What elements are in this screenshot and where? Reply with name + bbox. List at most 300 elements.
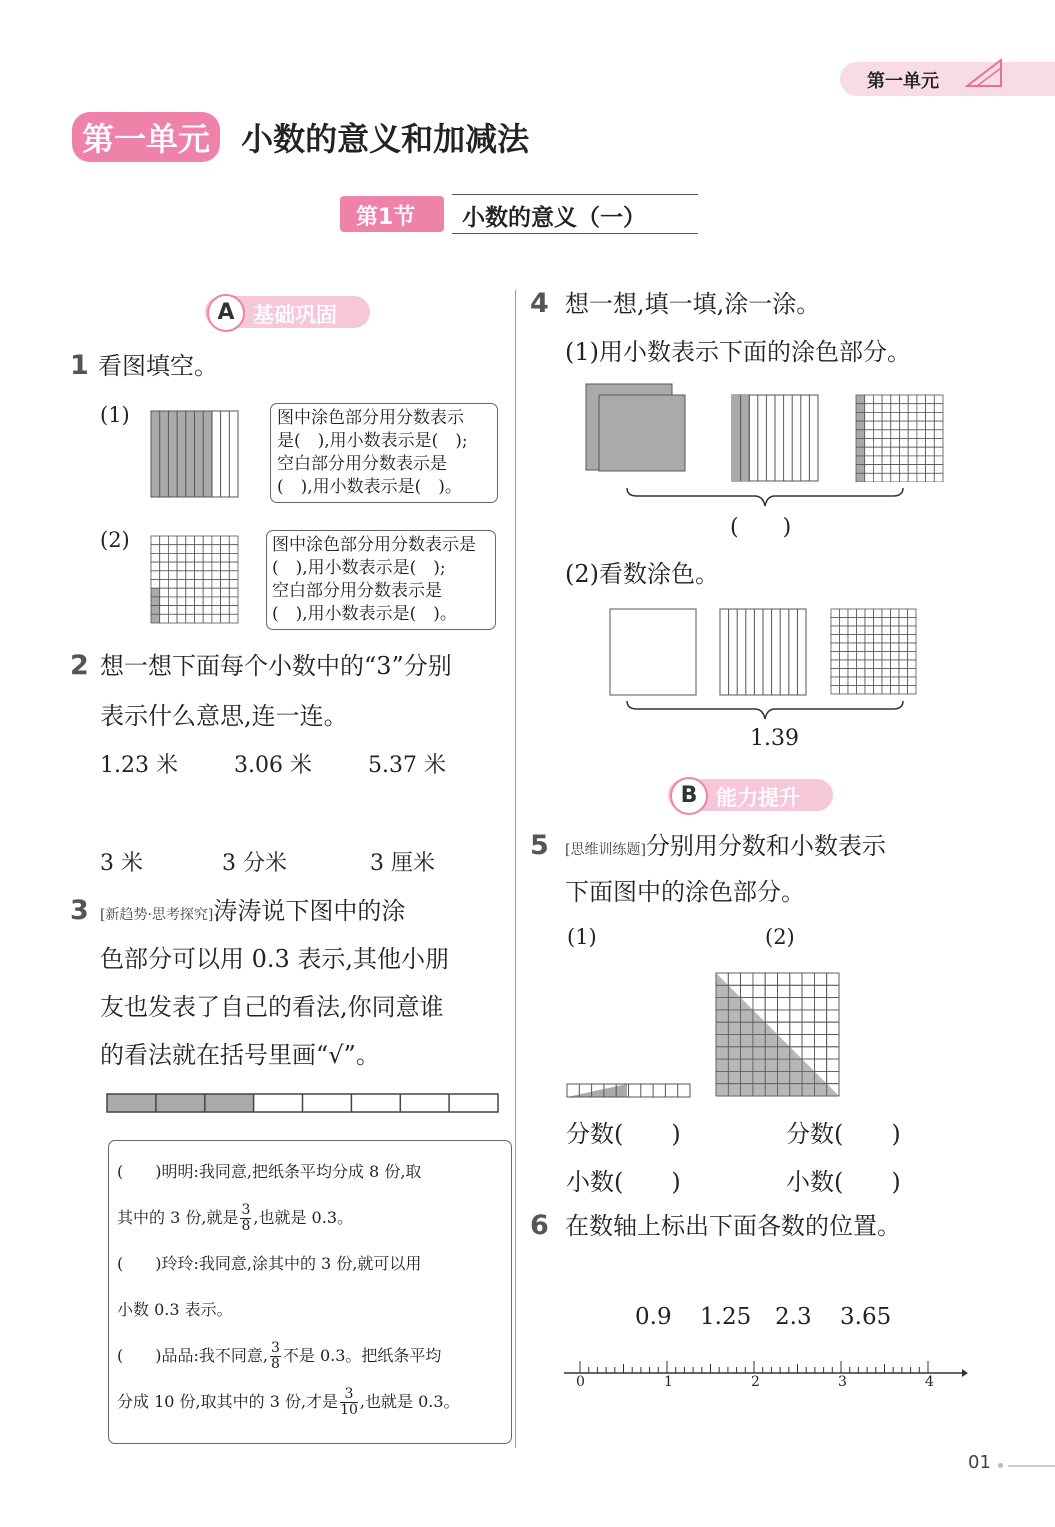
grid-cell <box>874 686 883 695</box>
grid-cell <box>874 609 883 618</box>
grid-cell <box>865 465 874 474</box>
grid-cell <box>168 536 177 545</box>
grid-cell <box>177 580 186 589</box>
grid-cell <box>151 571 160 580</box>
grid-cell <box>891 626 900 635</box>
grid-cell <box>874 626 883 635</box>
grid-cell <box>229 580 238 589</box>
grid-cell <box>160 588 169 597</box>
q5-sub2: (2) <box>765 925 795 949</box>
grid-cell <box>827 1047 839 1059</box>
grid-cell <box>221 562 230 571</box>
grid-cell <box>168 606 177 615</box>
grid-cell <box>790 1022 802 1034</box>
q5-number: 5 <box>530 830 549 861</box>
grid-cell <box>212 588 221 597</box>
grid-cell <box>814 1022 826 1034</box>
q6-value-2: 1.25 <box>700 1304 752 1330</box>
grid-cell <box>926 430 935 439</box>
grid-cell <box>857 609 866 618</box>
grid-cell <box>160 536 169 545</box>
grid-cell <box>908 635 917 644</box>
grid-cell <box>891 609 900 618</box>
grid-cell <box>221 545 230 554</box>
grid-cell <box>814 985 826 997</box>
grid-cell <box>790 998 802 1010</box>
q1-box2-line: ( ),用小数表示是( )。 <box>272 604 457 624</box>
grid-cell <box>891 686 900 695</box>
grid-cell <box>168 597 177 606</box>
q1-box2-line: 图中涂色部分用分数表示是 <box>272 535 476 555</box>
grid-cell <box>882 412 891 421</box>
grid-cell <box>856 395 865 404</box>
grid-cell <box>212 571 221 580</box>
grid-cell <box>865 456 874 465</box>
grid-cell <box>865 447 874 456</box>
fraction-3-10 <box>340 1387 358 1418</box>
grid-cell <box>778 1022 790 1034</box>
grid-cell <box>874 677 883 686</box>
grid-cell <box>814 998 826 1010</box>
q5-dec-1: 小数( ) <box>566 1168 681 1196</box>
grid-cell <box>848 643 857 652</box>
q3-op2a: ( )玲玲:我同意,涂其中的 3 份,就可以用 <box>117 1254 422 1273</box>
grid-cell <box>882 404 891 413</box>
grid-cell <box>186 571 195 580</box>
q5-line1-row <box>565 822 886 874</box>
grid-cell <box>802 1010 814 1022</box>
q2-unit-2: 3 分米 <box>222 851 287 876</box>
q5-frac-2: 分数( ) <box>786 1120 901 1148</box>
grid-cell <box>874 669 883 678</box>
grid-cell <box>865 618 874 627</box>
grid-cell <box>873 430 882 439</box>
unit-title: 小数的意义和加减法 <box>241 120 530 158</box>
grid-cell <box>177 597 186 606</box>
grid-cell <box>203 588 212 597</box>
grid-cell <box>908 669 917 678</box>
grid-cell <box>831 643 840 652</box>
grid-cell <box>802 973 814 985</box>
grid-cell <box>195 606 204 615</box>
grid-cell <box>831 686 840 695</box>
grid-cell <box>160 562 169 571</box>
grid-cell <box>168 562 177 571</box>
grid-cell <box>891 669 900 678</box>
q4-two-squares <box>585 383 690 475</box>
axis-label-2: 2 <box>751 1374 760 1390</box>
grid-cell <box>873 404 882 413</box>
grid-cell <box>926 404 935 413</box>
grid-cell <box>882 456 891 465</box>
grid-cell <box>917 404 926 413</box>
grid-cell <box>203 571 212 580</box>
grid-cell <box>891 618 900 627</box>
grid-cell <box>899 643 908 652</box>
grid-cell <box>882 430 891 439</box>
grid-cell <box>908 473 917 482</box>
grid-cell <box>195 614 204 623</box>
grid-cell <box>177 553 186 562</box>
grid-cell <box>900 404 909 413</box>
grid-cell <box>900 412 909 421</box>
grid-cell <box>874 643 883 652</box>
grid-cell <box>873 465 882 474</box>
grid-cell <box>900 456 909 465</box>
q1-box1-line: 空白部分用分数表示是 <box>277 454 447 474</box>
grid-cell <box>891 677 900 686</box>
grid-cell <box>203 562 212 571</box>
grid-cell <box>186 588 195 597</box>
q1-sub2-label: (2) <box>100 528 130 552</box>
grid-cell <box>908 652 917 661</box>
grid-cell <box>177 614 186 623</box>
grid-cell <box>827 1035 839 1047</box>
q4-sub2: (2)看数涂色。 <box>565 560 719 588</box>
grid-cell <box>882 618 891 627</box>
grid-cell <box>840 626 849 635</box>
q3-op3b-pre: 分成 10 份,取其中的 3 份,才是 <box>117 1392 339 1411</box>
q3-number: 3 <box>70 895 89 926</box>
grid-cell <box>831 677 840 686</box>
grid-cell <box>873 395 882 404</box>
q1-grid-figure <box>150 535 240 625</box>
grid-cell <box>212 614 221 623</box>
q2-decimal-2: 3.06 米 <box>234 753 312 778</box>
grid-cell <box>865 473 874 482</box>
q4-sub1: (1)用小数表示下面的涂色部分。 <box>565 338 911 366</box>
grid-cell <box>848 652 857 661</box>
grid-cell <box>873 473 882 482</box>
grid-cell <box>926 473 935 482</box>
grid-cell <box>891 421 900 430</box>
grid-cell <box>212 553 221 562</box>
grid-cell <box>741 985 753 997</box>
grid-cell <box>160 580 169 589</box>
q6-text: 在数轴上标出下面各数的位置。 <box>565 1212 901 1240</box>
section-title: 小数的意义（一） <box>462 205 646 231</box>
q3-line4: 的看法就在括号里画“√”。 <box>100 1041 380 1069</box>
grid-cell <box>882 421 891 430</box>
grid-cell <box>848 618 857 627</box>
grid-cell <box>840 669 849 678</box>
grid-cell <box>865 439 874 448</box>
grid-cell <box>221 580 230 589</box>
grid-cell <box>177 562 186 571</box>
grid-cell <box>203 597 212 606</box>
grid-cell <box>917 430 926 439</box>
q1-box1-line: ( ),用小数表示是( )。 <box>277 477 462 497</box>
q2-unit-3: 3 厘米 <box>370 851 435 876</box>
grid-cell <box>856 456 865 465</box>
grid-cell <box>831 660 840 669</box>
grid-cell <box>891 395 900 404</box>
grid-cell <box>151 580 160 589</box>
grid-cell <box>177 571 186 580</box>
q6-value-3: 2.3 <box>775 1304 812 1330</box>
grid-cell <box>908 686 917 695</box>
grid-cell <box>802 1022 814 1034</box>
grid-cell <box>203 614 212 623</box>
grid-cell <box>221 536 230 545</box>
grid-cell <box>802 998 814 1010</box>
grid-cell <box>831 635 840 644</box>
q5-strip-figure <box>566 1083 692 1099</box>
grid-cell <box>899 652 908 661</box>
grid-cell <box>917 456 926 465</box>
q1-box2-line: 空白部分用分数表示是 <box>272 581 442 601</box>
q1-sub1-label: (1) <box>100 403 130 427</box>
q6-number-line <box>562 1350 972 1395</box>
grid-cell <box>891 473 900 482</box>
grid-cell <box>778 985 790 997</box>
grid-cell <box>831 626 840 635</box>
q1-box1 <box>270 403 498 503</box>
grid-cell <box>212 545 221 554</box>
grid-cell <box>882 643 891 652</box>
q2-decimal-3: 5.37 米 <box>368 753 446 778</box>
grid-cell <box>891 430 900 439</box>
grid-cell <box>790 973 802 985</box>
grid-cell <box>229 562 238 571</box>
grid-cell <box>195 580 204 589</box>
fraction-denominator: 10 <box>340 1402 358 1418</box>
grid-cell <box>908 439 917 448</box>
grid-cell <box>891 412 900 421</box>
grid-cell <box>934 473 943 482</box>
grid-cell <box>195 571 204 580</box>
grid-cell <box>177 545 186 554</box>
grid-cell <box>899 609 908 618</box>
grid-cell <box>741 973 753 985</box>
q5-frac-1: 分数( ) <box>566 1120 681 1148</box>
grid-cell <box>177 606 186 615</box>
q1-box1-line: 图中涂色部分用分数表示 <box>277 408 464 428</box>
grid-cell <box>229 545 238 554</box>
q3-op1b-pre: 其中的 3 份,就是 <box>117 1208 239 1227</box>
part-a-label: 基础巩固 <box>253 303 337 327</box>
grid-cell <box>229 606 238 615</box>
grid-cell <box>151 536 160 545</box>
grid-cell <box>827 998 839 1010</box>
grid-cell <box>168 571 177 580</box>
grid-cell <box>177 536 186 545</box>
grid-cell <box>891 465 900 474</box>
grid-cell <box>865 404 874 413</box>
grid-cell <box>802 1047 814 1059</box>
grid-cell <box>778 998 790 1010</box>
grid-cell <box>856 404 865 413</box>
grid-cell <box>873 412 882 421</box>
grid-cell <box>882 635 891 644</box>
grid-cell <box>840 686 849 695</box>
grid-cell <box>917 421 926 430</box>
grid-cell <box>195 562 204 571</box>
grid-cell <box>882 652 891 661</box>
column-divider <box>515 290 516 1448</box>
grid-cell <box>203 606 212 615</box>
grid-cell <box>900 439 909 448</box>
grid-cell <box>908 465 917 474</box>
q5-dec-2: 小数( ) <box>786 1168 901 1196</box>
fraction-3-8 <box>240 1203 251 1234</box>
grid-cell <box>848 609 857 618</box>
page-rule <box>1008 1465 1055 1467</box>
grid-cell <box>874 635 883 644</box>
part-a-letter: A <box>207 294 245 332</box>
grid-cell <box>728 973 740 985</box>
grid-cell <box>221 588 230 597</box>
grid-cell <box>865 677 874 686</box>
grid-cell <box>831 652 840 661</box>
grid-cell <box>778 1010 790 1022</box>
grid-cell <box>802 1035 814 1047</box>
grid-cell <box>151 588 160 597</box>
grid-cell <box>874 652 883 661</box>
q2-number: 2 <box>70 650 89 681</box>
grid-cell <box>908 447 917 456</box>
grid-cell <box>857 660 866 669</box>
fraction-denominator: 8 <box>270 1356 280 1372</box>
grid-cell <box>160 606 169 615</box>
grid-cell <box>873 447 882 456</box>
fraction-numerator: 3 <box>241 1202 251 1218</box>
q3-line1: 涛涛说下图中的涂 <box>213 897 406 925</box>
grid-cell <box>827 1022 839 1034</box>
q1-number: 1 <box>70 350 89 381</box>
grid-cell <box>765 973 777 985</box>
grid-cell <box>856 421 865 430</box>
grid-cell <box>865 635 874 644</box>
grid-cell <box>203 545 212 554</box>
grid-cell <box>221 597 230 606</box>
grid-cell <box>160 597 169 606</box>
grid-cell <box>865 626 874 635</box>
grid-cell <box>827 1010 839 1022</box>
q3-line1-row <box>100 887 405 939</box>
grid-cell <box>151 597 160 606</box>
q6-value-1: 0.9 <box>635 1304 672 1330</box>
q2-unit-1: 3 米 <box>100 851 143 876</box>
grid-cell <box>882 609 891 618</box>
q3-tag: [新趋势·思考探究] <box>100 907 214 923</box>
q3-op3a-pre: ( )品品:我不同意, <box>117 1346 268 1365</box>
grid-cell <box>168 545 177 554</box>
grid-cell <box>934 412 943 421</box>
grid-cell <box>882 473 891 482</box>
grid-cell <box>186 553 195 562</box>
grid-cell <box>765 985 777 997</box>
unit-tag: 第一单元 <box>867 71 939 92</box>
grid-cell <box>195 536 204 545</box>
q3-opinions-box <box>108 1140 512 1444</box>
grid-cell <box>857 626 866 635</box>
q4-strip-figure <box>731 394 821 482</box>
fraction-denominator: 8 <box>241 1218 251 1234</box>
grid-cell <box>177 588 186 597</box>
grid-cell <box>848 669 857 678</box>
q1-strip-figure <box>150 410 240 498</box>
fraction-numerator: 3 <box>270 1340 280 1356</box>
grid-cell <box>186 580 195 589</box>
q3-op1b <box>117 1195 503 1241</box>
grid-cell <box>857 677 866 686</box>
q1-text: 看图填空。 <box>98 352 218 380</box>
grid-cell <box>840 609 849 618</box>
grid-cell <box>891 439 900 448</box>
grid-cell <box>840 618 849 627</box>
grid-cell <box>753 985 765 997</box>
grid-cell <box>899 618 908 627</box>
grid-cell <box>865 609 874 618</box>
grid-cell <box>848 686 857 695</box>
grid-cell <box>908 609 917 618</box>
grid-cell <box>848 635 857 644</box>
grid-cell <box>891 404 900 413</box>
grid-cell <box>814 1047 826 1059</box>
grid-cell <box>934 465 943 474</box>
axis-label-4: 4 <box>925 1374 934 1390</box>
grid-cell <box>168 553 177 562</box>
grid-cell <box>814 1035 826 1047</box>
grid-cell <box>814 1010 826 1022</box>
grid-cell <box>195 545 204 554</box>
grid-cell <box>827 985 839 997</box>
grid-cell <box>926 439 935 448</box>
q3-line2: 色部分可以用 0.3 表示,其他小朋 <box>100 945 450 973</box>
grid-cell <box>831 618 840 627</box>
grid-cell <box>908 430 917 439</box>
grid-cell <box>765 1010 777 1022</box>
grid-cell <box>917 447 926 456</box>
grid-cell <box>160 571 169 580</box>
q5-line2: 下面图中的涂色部分。 <box>565 878 805 906</box>
grid-cell <box>229 588 238 597</box>
grid-cell <box>848 660 857 669</box>
grid-cell <box>882 686 891 695</box>
grid-cell <box>203 580 212 589</box>
grid-cell <box>899 677 908 686</box>
grid-cell <box>908 404 917 413</box>
grid-cell <box>891 635 900 644</box>
grid-cell <box>857 686 866 695</box>
grid-cell <box>168 580 177 589</box>
grid-cell <box>874 618 883 627</box>
grid-cell <box>891 447 900 456</box>
grid-cell <box>874 660 883 669</box>
grid-cell <box>908 456 917 465</box>
grid-cell <box>221 571 230 580</box>
grid-cell <box>908 412 917 421</box>
grid-cell <box>856 465 865 474</box>
grid-cell <box>840 660 849 669</box>
grid-cell <box>908 660 917 669</box>
q3-op1a: ( )明明:我同意,把纸条平均分成 8 份,取 <box>117 1162 422 1181</box>
grid-cell <box>891 652 900 661</box>
grid-cell <box>814 973 826 985</box>
grid-cell <box>857 643 866 652</box>
grid-cell <box>882 395 891 404</box>
grid-cell <box>856 473 865 482</box>
grid-cell <box>873 421 882 430</box>
grid-cell <box>790 985 802 997</box>
grid-cell <box>882 447 891 456</box>
grid-cell <box>151 606 160 615</box>
grid-cell <box>856 439 865 448</box>
q5-line1: 分别用分数和小数表示 <box>645 832 886 860</box>
grid-cell <box>865 652 874 661</box>
axis-label-0: 0 <box>576 1374 585 1390</box>
